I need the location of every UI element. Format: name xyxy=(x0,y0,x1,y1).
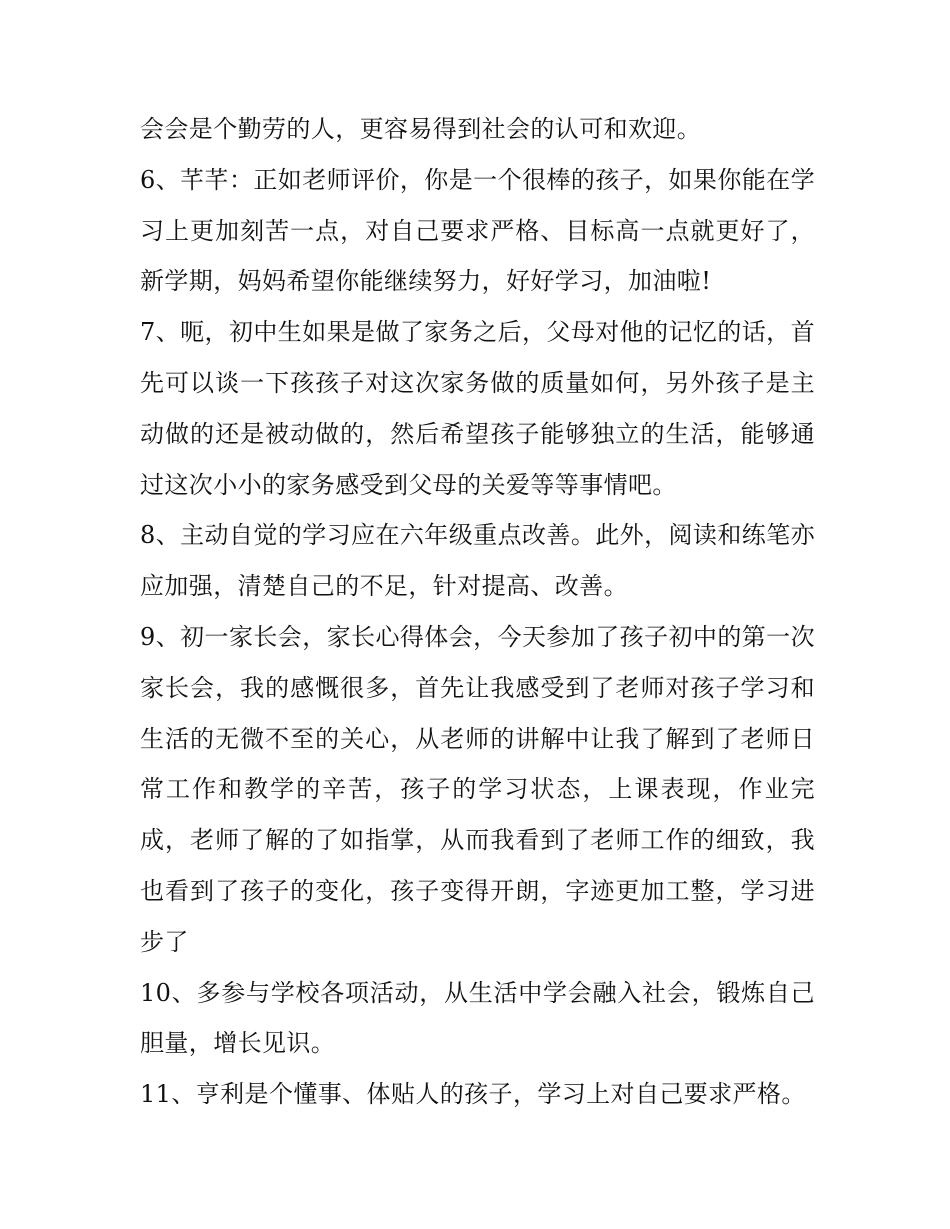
paragraph-item-9: 9、初一家长会，家长心得体会，今天参加了孩子初中的第一次家长会，我的感慨很多，首先让我感受到了老师对孩子学习和生活的无微不至的关心，从老师的讲解中让我了解到了老师日常工作和教学的辛苦，孩子的学习状态，上课表现，作业完成，老师了解的了如指掌，从而我看到了老师工作的细致，我也看到了孩子的变化，孩子变得开朗，字迹更加工整，学习进步了 xyxy=(140,622,815,956)
paragraph-item-7: 7、呃，初中生如果是做了家务之后，父母对他的记忆的话，首先可以谈一下孩孩子对这次家务做的质量如何，另外孩子是主动做的还是被动做的，然后希望孩子能够独立的生活，能够通过这次小小的家务感受到父母的关爱等等事情吧。 xyxy=(140,318,815,499)
paragraph-item-11: 11、亨利是个懂事、体贴人的孩子，学习上对自己要求严格。 xyxy=(140,1080,806,1109)
paragraph-item-6: 6、芊芊：正如老师评价，你是一个很棒的孩子，如果你能在学习上更加刻苦一点，对自己要求严格、目标高一点就更好了，新学期，妈妈希望你能继续努力，好好学习，加油啦! xyxy=(140,165,815,296)
document-body xyxy=(140,104,815,1120)
paragraph-continuation: 会会是个勤劳的人，更容易得到社会的认可和欢迎。 xyxy=(140,115,702,143)
paragraph-item-8: 8、主动自觉的学习应在六年级重点改善。此外，阅读和练笔亦应加强，清楚自己的不足，针对提高、改善。 xyxy=(140,521,815,601)
paragraph-item-10: 10、多参与学校各项活动，从生活中学会融入社会，锻炼自己胆量，增长见识。 xyxy=(140,978,815,1058)
